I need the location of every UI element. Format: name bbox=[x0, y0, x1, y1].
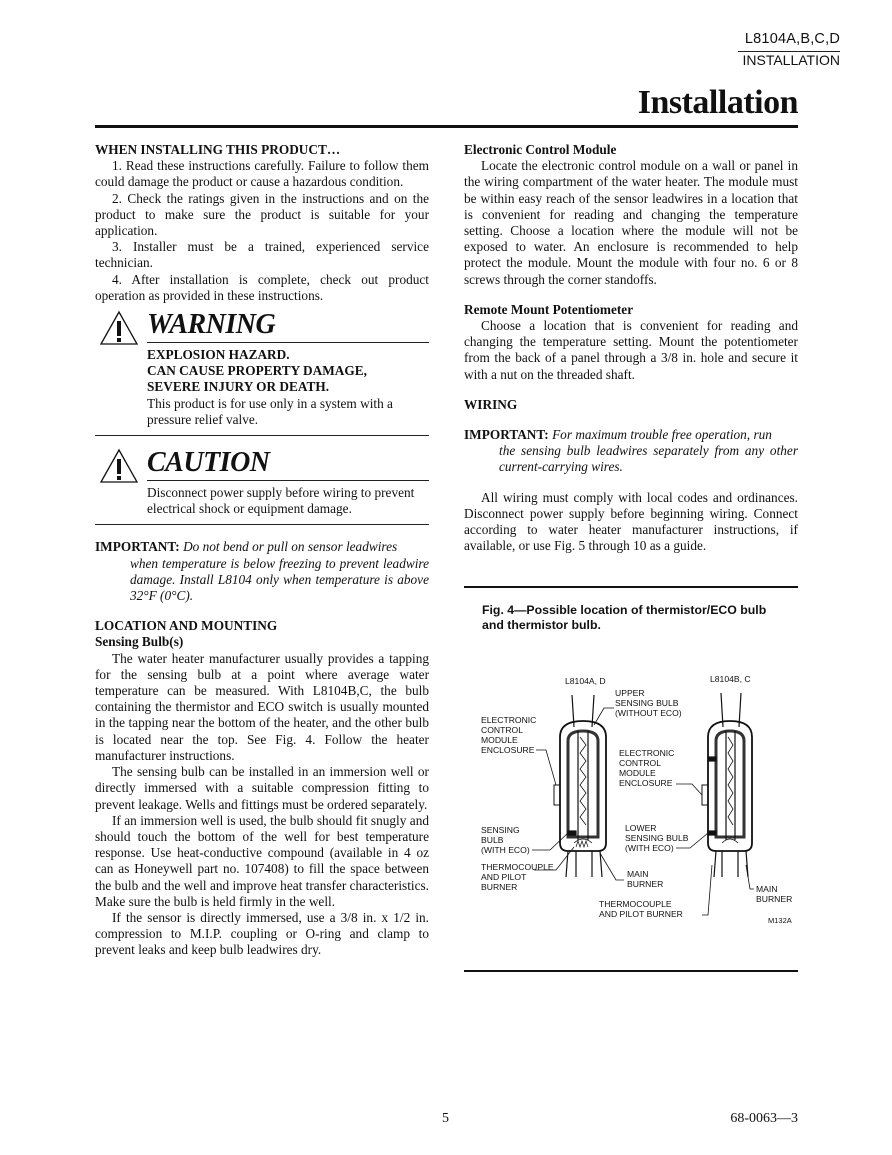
sensing-bulb-heading: Sensing Bulb(s) bbox=[95, 634, 184, 650]
label-heater-a: L8104A, D bbox=[565, 676, 606, 686]
wiring-heading: WIRING bbox=[464, 396, 518, 412]
step-1: 1. Read these instructions carefully. Failure to follow them could damage the product or cause a hazardous condition. bbox=[95, 158, 429, 190]
figure-bottom-rule bbox=[464, 970, 798, 972]
important-label: IMPORTANT: bbox=[95, 539, 180, 555]
right-column bbox=[464, 142, 798, 554]
wiring-text: All wiring must comply with local codes and ordinances. Disconnect power supply before beginning wiring. Connect according to water heater manufacturer instructions, if available, or use Fig. 5 through 10 as a guide. bbox=[464, 489, 798, 554]
sensing-para-4: If the sensor is directly immersed, use a 3/8 in. x 1/2 in. compression to M.I.P. coupling or O-ring and clamp to prevent leaks and keep bulb leadwires dry. bbox=[95, 909, 429, 958]
rmp-text: Choose a location that is convenient for reading and changing the temperature setting. Mount the potentiometer from the back of a panel through a 3/8 in. hole and secure it with a nut on the threaded shaft. bbox=[464, 318, 798, 382]
warning-text: This product is for use only in a system with a pressure relief valve. bbox=[147, 395, 393, 427]
caution-triangle-icon bbox=[99, 448, 139, 484]
label-figure-code: M132A bbox=[768, 916, 792, 925]
when-installing-heading: WHEN INSTALLING THIS PRODUCT… bbox=[95, 142, 341, 157]
label-upper-bulb: UPPER SENSING BULB (WITHOUT ECO) bbox=[615, 688, 682, 718]
heater-right bbox=[702, 693, 752, 877]
heater-left bbox=[554, 695, 606, 877]
header-model: L8104A,B,C,D bbox=[744, 31, 840, 47]
step-4: 4. After installation is complete, check out product operation as provided in these instructions. bbox=[95, 271, 429, 303]
location-mounting-heading: LOCATION AND MOUNTING bbox=[95, 618, 278, 634]
label-ecm-left: ELECTRONIC CONTROL MODULE ENCLOSURE bbox=[481, 715, 537, 755]
page-number: 5 bbox=[442, 1111, 449, 1126]
caution-block bbox=[95, 448, 429, 525]
warning-triangle-icon bbox=[99, 310, 139, 346]
label-lower-bulb: LOWER SENSING BULB (WITH ECO) bbox=[625, 823, 689, 853]
label-main-burner-right: MAIN BURNER bbox=[756, 884, 793, 904]
warning-hazard-1: EXPLOSION HAZARD. bbox=[147, 347, 290, 363]
warning-block bbox=[95, 310, 429, 436]
warning-rule bbox=[147, 342, 429, 343]
label-heater-b: L8104B, C bbox=[710, 674, 751, 684]
important-label-right: IMPORTANT: bbox=[464, 427, 549, 443]
sensing-para-3: If an immersion well is used, the bulb should fit snugly and should touch the bottom of the well for best temperature response. Use heat-conductive compound (available in 4 oz can as Honeywell part no. 107408) to fill the space between the bulb and the well and improve heat transfer characteristics. Make sure the bulb is held firmly in the well. bbox=[95, 812, 429, 909]
rmp-heading: Remote Mount Potentiometer bbox=[464, 301, 634, 317]
step-2: 2. Check the ratings given in the instructions and on the product to make sure the product is suitable for your application. bbox=[95, 190, 429, 239]
label-ecm-right: ELECTRONIC CONTROL MODULE ENCLOSURE bbox=[619, 748, 675, 788]
label-thermocouple-bottom: THERMOCOUPLE AND PILOT BURNER bbox=[599, 899, 683, 919]
warning-hazard-3: SEVERE INJURY OR DEATH. bbox=[147, 379, 330, 395]
caution-text: Disconnect power supply before wiring to prevent electrical shock or equipment damage. bbox=[147, 485, 415, 517]
water-heater-diagram bbox=[464, 665, 798, 930]
figure-caption: Fig. 4—Possible location of thermistor/ECO bulb and thermistor bulb. bbox=[482, 603, 767, 632]
figure-top-rule bbox=[464, 586, 798, 588]
document-number: 68-0063—3 bbox=[730, 1111, 798, 1126]
left-column bbox=[95, 142, 429, 959]
warning-hazard-2: CAN CAUSE PROPERTY DAMAGE, bbox=[147, 363, 367, 379]
caution-rule bbox=[147, 480, 429, 481]
caution-bottom-rule bbox=[95, 524, 429, 525]
warning-title: WARNING bbox=[147, 309, 276, 341]
label-thermocouple-left: THERMOCOUPLE AND PILOT BURNER bbox=[481, 862, 554, 892]
page-title: Installation bbox=[637, 84, 798, 121]
important-rest-right: the sensing bulb leadwires separately from any other current-carrying wires. bbox=[499, 443, 798, 475]
important-first-line: Do not bend or pull on sensor leadwires bbox=[183, 539, 398, 555]
step-3: 3. Installer must be a trained, experienced service technician. bbox=[95, 239, 429, 271]
warning-bottom-rule bbox=[95, 435, 429, 436]
title-rule bbox=[95, 125, 798, 128]
ecm-text: Locate the electronic control module on a wall or panel in the wiring compartment of the water heater. The module must be within easy reach of the sensor leadwires in a location that is convenient for reading and changing the temperature setting. Choose a location where the module will not be exposed to water. An enclosure is recommended to help protect the module. Mount the module with four no. 6 or 8 screws through the corner standoffs. bbox=[464, 158, 798, 287]
sensing-para-2: The sensing bulb can be installed in an immersion well or directly immersed with a suitable compression fitting to prevent leakage. Wells and fittings must be ordered separately. bbox=[95, 764, 429, 812]
header-section: INSTALLATION bbox=[742, 52, 840, 68]
caution-title: CAUTION bbox=[147, 447, 270, 479]
sensing-para-1: The water heater manufacturer usually provides a tapping for the sensing bulb at a point where average water temperature can be measured. With L8104B,C, the bulb containing the thermistor and ECO switch is usually mounted in the tapping near the bottom of the heater, and the other bulb is located near the top. See Fig. 4. Follow the heater manufacturer instructions. bbox=[95, 650, 429, 763]
important-first-line-right: For maximum trouble free operation, run bbox=[552, 427, 772, 443]
important-note-left bbox=[95, 539, 429, 604]
important-note-right bbox=[464, 427, 798, 476]
label-sensing-bulb: SENSING BULB (WITH ECO) bbox=[481, 825, 530, 855]
label-main-burner-mid: MAIN BURNER bbox=[627, 869, 664, 889]
ecm-heading: Electronic Control Module bbox=[464, 142, 617, 157]
important-rest: when temperature is below freezing to prevent leadwire damage. Install L8104 only when temperature is above 32°F (0°C). bbox=[130, 555, 429, 604]
